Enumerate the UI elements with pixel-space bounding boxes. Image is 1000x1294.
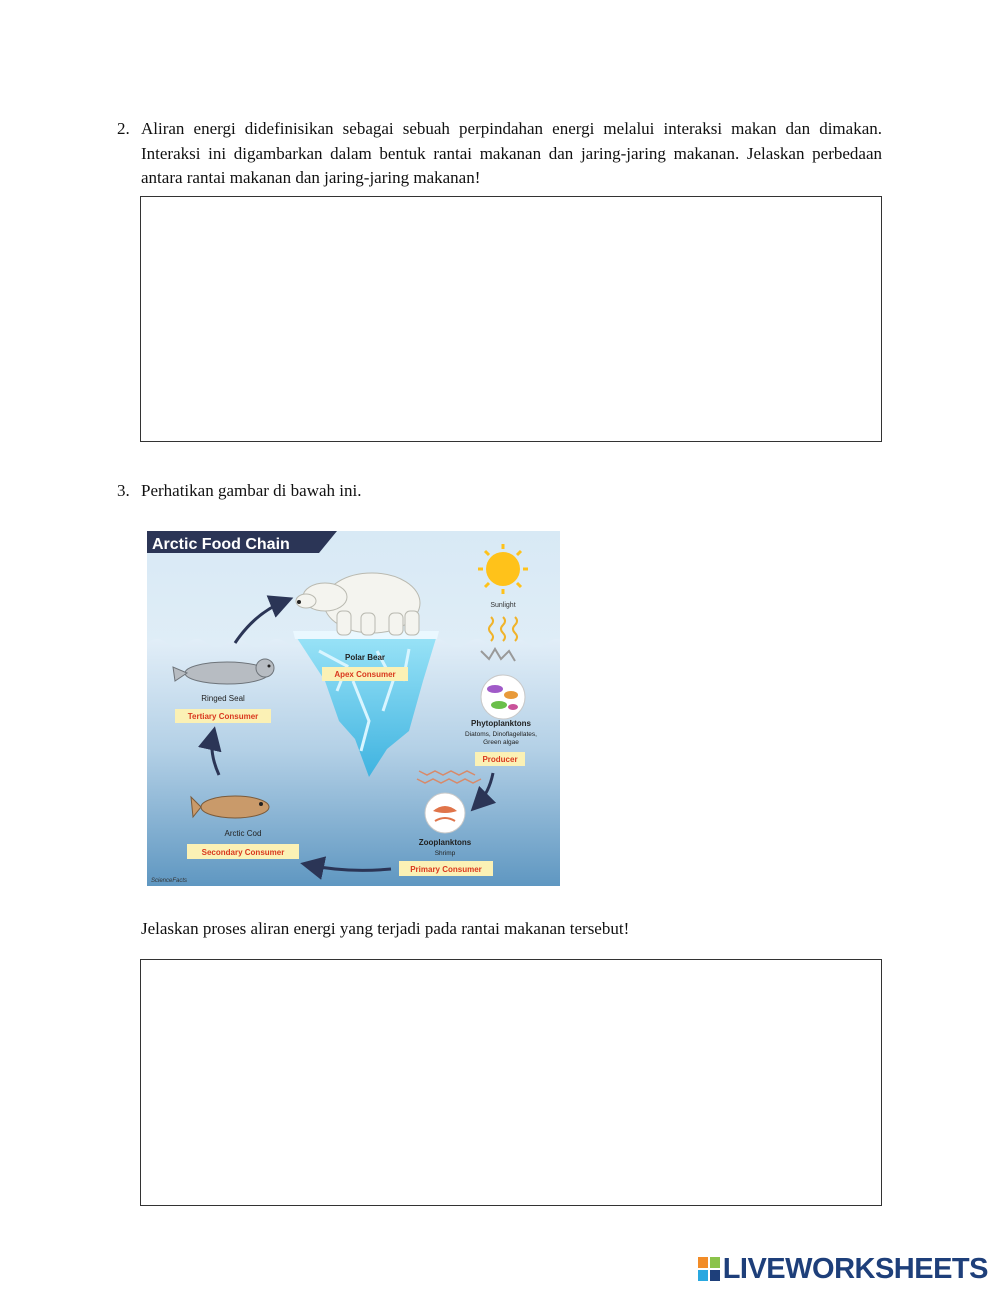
sunlight-label: Sunlight bbox=[490, 602, 516, 609]
question-3-prompt: Jelaskan proses aliran energi yang terjadi pada rantai makanan tersebut! bbox=[141, 919, 630, 938]
producer-label: Producer bbox=[482, 755, 518, 764]
arctic-cod-label: Arctic Cod bbox=[224, 829, 262, 838]
question-3-number: 3. bbox=[117, 481, 130, 500]
liveworksheets-wordmark: LIVEWORKSHEETS bbox=[722, 1252, 988, 1285]
zooplankton-label: Zooplanktons bbox=[418, 838, 472, 847]
zooplankton-sub: Shrimp bbox=[434, 850, 456, 857]
question-2-text: Aliran energi didefinisikan sebagai sebuah perpindahan energi melalui interaksi makan dan dimakan. Interaksi ini digambarkan dalam bentuk rantai makanan dan jaring-jaring makanan. Jelaskan perbedaan antara rantai makanan dan jaring-jaring makanan! bbox=[141, 119, 882, 187]
phytoplankton-label: Phytoplanktons bbox=[470, 719, 532, 728]
question-3-text: Perhatikan gambar di bawah ini. bbox=[141, 481, 362, 500]
question-2-number: 2. bbox=[117, 119, 130, 138]
arctic-food-chain-figure bbox=[147, 531, 560, 886]
answer-box-question-2[interactable] bbox=[140, 196, 882, 442]
secondary-consumer-label: Secondary Consumer bbox=[201, 848, 285, 857]
liveworksheets-brand[interactable] bbox=[698, 1252, 988, 1286]
figure-title: Arctic Food Chain bbox=[152, 536, 290, 553]
phytoplankton-sub2: Green algae bbox=[483, 739, 519, 746]
polar-bear-label: Polar Bear bbox=[344, 653, 386, 662]
apex-consumer-label: Apex Consumer bbox=[334, 670, 396, 679]
ringed-seal-label: Ringed Seal bbox=[201, 694, 245, 703]
answer-box-question-3[interactable] bbox=[140, 959, 882, 1206]
figure-credit: ScienceFacts bbox=[151, 878, 188, 884]
liveworksheets-logo-icon bbox=[698, 1257, 720, 1281]
primary-consumer-label: Primary Consumer bbox=[410, 865, 482, 874]
tertiary-consumer-label: Tertiary Consumer bbox=[187, 712, 259, 721]
phytoplankton-sub1: Diatoms, Dinoflagellates, bbox=[465, 731, 537, 738]
